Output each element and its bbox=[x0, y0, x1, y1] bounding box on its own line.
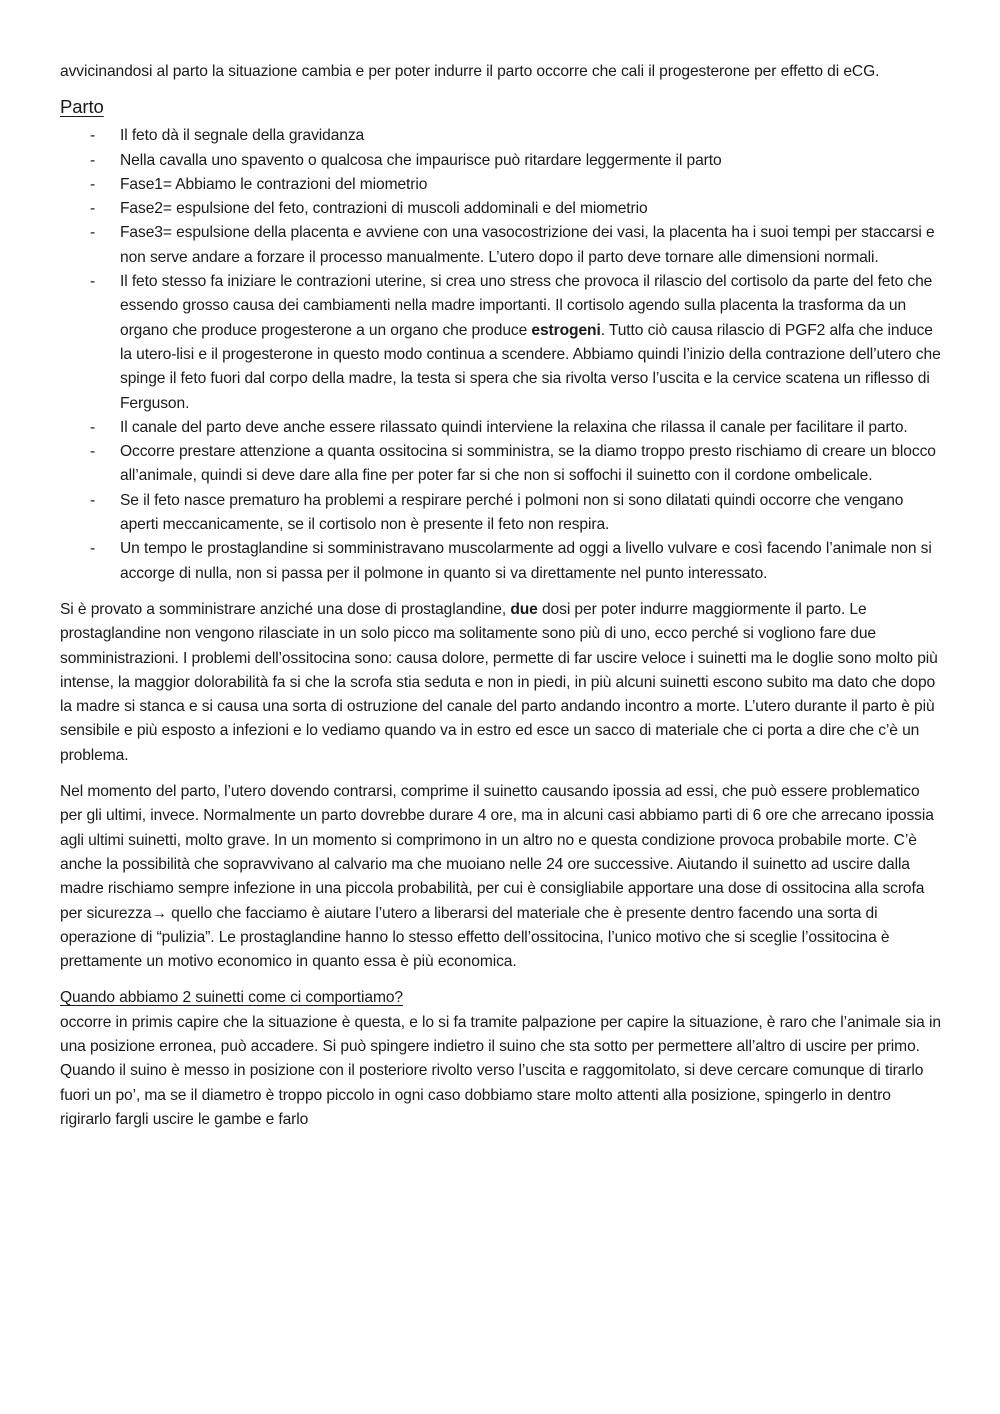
bullet-dash: - bbox=[90, 151, 96, 169]
list-item-text: Fase2= espulsione del feto, contrazioni di muscoli addominali e del miometrio bbox=[120, 200, 648, 218]
body-paragraph-ipossia: Nel momento del parto, l’utero dovendo contrarsi, comprime il suinetto causando ipossia ad essi, che può essere problematico per gli ultimi, invece. Normalmente un parto dovrebbe durare 4 ore, ma in alcuni casi abbiamo parti di 6 ore che arrecano ipossia agli ultimi suinetti, molto grave. In un momento si comprimono in un altro no e questa condizione provoca probabile morte. C’è anche la possibilità che sopravvivano al calvario ma che muoiano nelle 24 ore successive. Aiutando il suinetto ad uscire dalla madre rischiamo sempre infezione in una piccola probabilità, per cui è consigliabile apportare una dose di ossitocina alla scrofa per sicurezza→ quello che facciamo è aiutare l’utero a liberarsi del materiale che è presente dentro facendo una sorta di operazione di “pulizia”. Le prostaglandine hanno lo stesso effetto dell’ossitocina, l’unico motivo che si sceglie l’ossitocina è prettamente un motivo economico in quanto essa è più economica. bbox=[60, 783, 934, 971]
body-paragraph-due-suinetti: occorre in primis capire che la situazione è questa, e lo si fa tramite palpazione per capire la situazione, è raro che l’animale sia in una posizione erronea, può accadere. Si può spingere indietro il suino che sta sotto per permettere all’altro di uscire per primo. Quando il suino è messo in posizione con il posteriore rivolto verso l’uscita e raggomitolato, si deve cercare comunque di tirarlo fuori un po’, ma se il diametro è troppo piccolo in ogni caso dobbiamo stare molto attenti alla posizione, spingerlo in dentro rigirarlo fargli uscire le gambe e farlo bbox=[60, 1013, 941, 1128]
list-item-text: Un tempo le prostaglandine si somministravano muscolarmente ad oggi a livello vulvare e così facendo l’animale non si accorge di nulla, non si passa per il polmone in quanto si va direttamente nel punto interessato. bbox=[120, 540, 932, 582]
list-item bbox=[60, 416, 945, 440]
list-item bbox=[60, 124, 945, 148]
list-item-text bbox=[120, 273, 941, 411]
text-run: . Tutto ciò causa rilascio di PGF2 alfa che induce la utero-lisi e il progesterone in questo modo continua a scendere. Abbiamo quindi l’inizio della contrazione dell’utero che spinge il feto fuori dal corpo della madre, la testa si spera che sia rivolta verso l’uscita e la cervice scatena un riflesso di Ferguson. bbox=[120, 321, 941, 412]
bullet-dash: - bbox=[90, 491, 96, 509]
bullet-dash: - bbox=[90, 200, 96, 218]
list-item bbox=[60, 537, 945, 586]
list-item bbox=[60, 221, 945, 270]
subheading-due-suinetti: Quando abbiamo 2 suinetti come ci comportiamo? bbox=[60, 989, 403, 1007]
text-run: Il feto stesso fa iniziare le contrazioni uterine, si crea uno stress che provoca il rilascio del cortisolo da parte del feto che essendo grosso causa dei cambiamenti nella madre importanti. Il cortisolo agendo sulla placenta la trasforma da un organo che produce progesterone a un organo che produce bbox=[120, 273, 933, 339]
list-item-text: Il canale del parto deve anche essere rilassato quindi interviene la relaxina che rilassa il canale per facilitare il parto. bbox=[120, 418, 908, 436]
bullet-dash: - bbox=[90, 443, 96, 461]
body-paragraph-dosi bbox=[60, 598, 945, 768]
list-item bbox=[60, 440, 945, 489]
list-item-text: Il feto dà il segnale della gravidanza bbox=[120, 127, 365, 145]
bullet-dash: - bbox=[90, 224, 96, 242]
intro-paragraph: avvicinandosi al parto la situazione cambia e per poter indurre il parto occorre che cali il progesterone per effetto di eCG. bbox=[60, 63, 880, 80]
document-page bbox=[60, 60, 945, 1132]
section-title-parto: Parto bbox=[60, 96, 104, 118]
list-item bbox=[60, 149, 945, 173]
bullet-dash: - bbox=[90, 127, 96, 145]
text-run: Si è provato a somministrare anziché una dose di prostaglandine, bbox=[60, 600, 511, 618]
list-item-text: Fase1= Abbiamo le contrazioni del miometrio bbox=[120, 175, 428, 193]
list-item-text: Fase3= espulsione della placenta e avviene con una vasocostrizione dei vasi, la placenta ha i suoi tempi per staccarsi e non serve andare a forzare il processo manualmente. L’utero dopo il parto deve tornare alle dimensioni normali. bbox=[120, 224, 935, 266]
bullet-dash: - bbox=[90, 175, 96, 193]
list-item-text: Nella cavalla uno spavento o qualcosa che impaurisce può ritardare leggermente il parto bbox=[120, 151, 722, 169]
bullet-list bbox=[60, 124, 945, 586]
text-run: dosi per poter indurre maggiormente il parto. Le prostaglandine non vengono rilasciate in un solo picco ma solitamente sono più di uno, ecco perché si vogliono fare due somministrazioni. I problemi dell’ossitocina sono: causa dolore, permette di far uscire veloce i suinetti ma le doglie sono molto più intense, la maggior dolorabilità fa si che la scrofa stia seduta e non in piedi, in più alcuni suinetti escono subito ma dato che dopo la madre si stanca e si causa una sorta di ostruzione del canale del parto andando incontro a morte. L’utero durante il parto è più sensibile e più esposto a infezioni e lo vediamo quando va in estro ed esce un sacco di materiale che ci porta a dire che c’è un problema. bbox=[60, 600, 938, 764]
bullet-dash: - bbox=[90, 273, 96, 291]
list-item-text: Se il feto nasce prematuro ha problemi a respirare perché i polmoni non si sono dilatati quindi occorre che vengano aperti meccanicamente, se il cortisolo non è presente il feto non respira. bbox=[120, 491, 904, 534]
bullet-dash: - bbox=[90, 540, 96, 558]
bold-term-due: due bbox=[510, 600, 538, 618]
list-item bbox=[60, 270, 945, 416]
bullet-dash: - bbox=[90, 418, 96, 436]
list-item-text: Occorre prestare attenzione a quanta ossitocina si somministra, se la diamo troppo presto rischiamo di creare un blocco all’animale, quindi si deve dare alla fine per poter far si che non si soffochi il suinetto con il cordone ombelicale. bbox=[120, 443, 936, 485]
list-item bbox=[60, 489, 945, 538]
list-item bbox=[60, 173, 945, 197]
bold-term-estrogeni: estrogeni bbox=[531, 321, 601, 339]
list-item bbox=[60, 197, 945, 221]
